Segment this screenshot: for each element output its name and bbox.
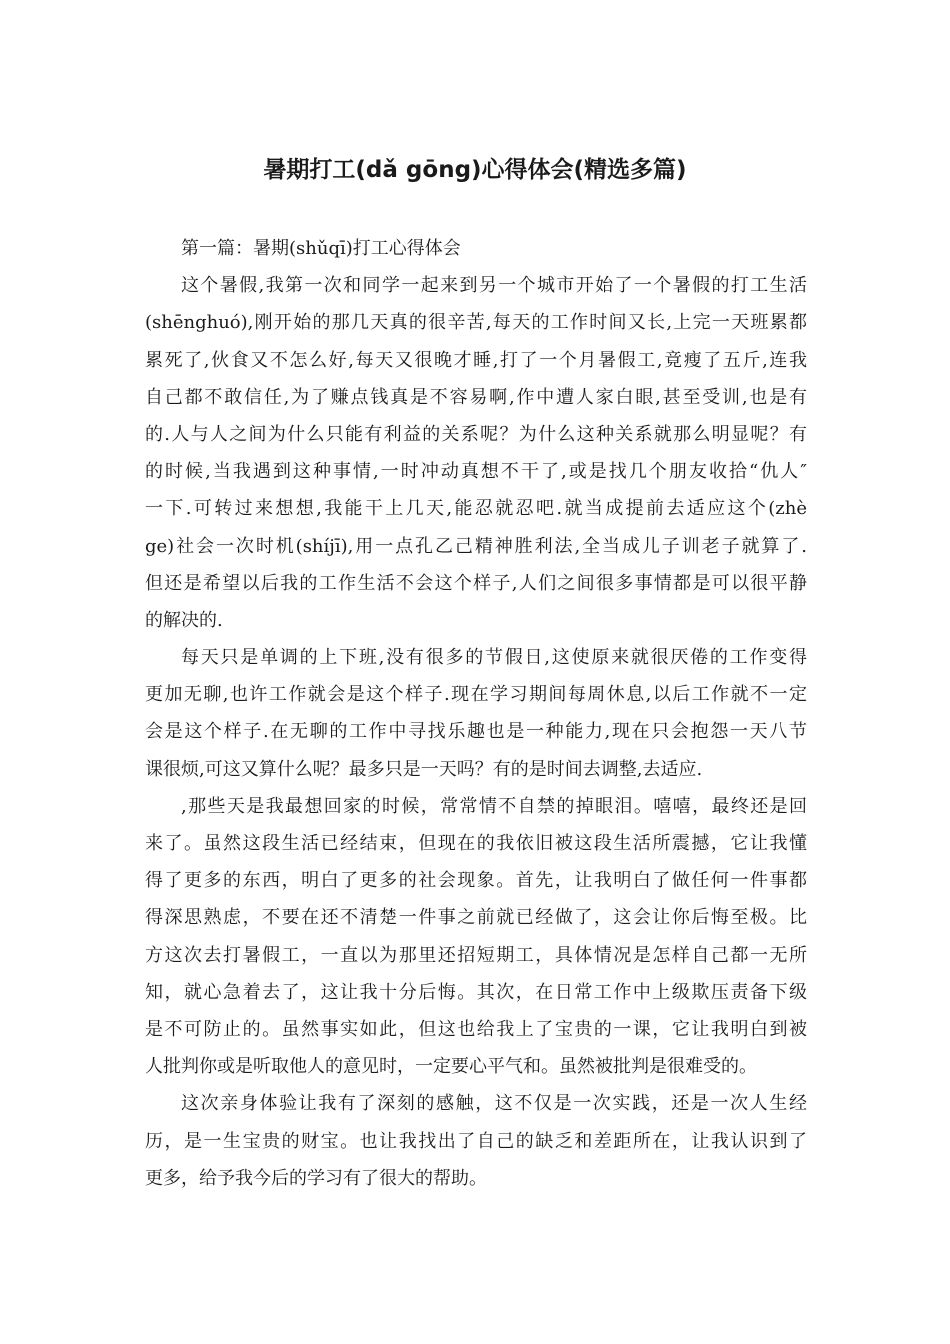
- text-line: 历，是一生宝贵的财宝。也让我找出了自己的缺乏和差距所在，让我认识到了: [145, 1130, 807, 1152]
- text-line: 来了。虽然这段生活已经结束，但现在的我依旧被这段生活所震撼，它让我懂: [145, 833, 807, 854]
- document-body: [145, 230, 807, 1197]
- text-line: ,那些天是我最想回家的时候，常常情不自禁的掉眼泪。嘻嘻，最终还是回: [181, 795, 807, 817]
- text-line: 知，就心急着去了，这让我十分后悔。其次，在日常工作中上级欺压责备下级: [145, 981, 807, 1003]
- text-line: 是不可防止的。虽然事实如此，但这也给我上了宝贵的一课，它让我明白到被: [145, 1018, 807, 1040]
- text-line: 自己都不敢信任,为了赚点钱真是不容易啊,作中遭人家白眼,甚至受训,也是有: [145, 386, 807, 408]
- text-line: 每天只是单调的上下班,没有很多的节假日,这使原来就很厌倦的工作变得: [181, 647, 807, 669]
- text-line: (shēnghuó),刚开始的那几天真的很辛苦,每天的工作时间又长,上完一天班累都: [145, 312, 807, 334]
- text-line: 得深思熟虑，不要在还不清楚一件事之前就已经做了，这会让你后悔至极。比: [145, 907, 807, 929]
- text-line: 这次亲身体验让我有了深刻的感触，这不仅是一次实践，还是一次人生经: [181, 1093, 807, 1115]
- text-line: 得了更多的东西，明白了更多的社会现象。首先，让我明白了做任何一件事都: [145, 870, 807, 892]
- text-line: 累死了,伙食又不怎么好,每天又很晚才睡,打了一个月暑假工,竟瘦了五斤,连我: [145, 349, 807, 371]
- text-line: 一下.可转过来想想,我能干上几天,能忍就忍吧.就当成提前去适应这个(zhè: [145, 498, 807, 520]
- document-title: 暑期打工(dǎ gōng)心得体会(精选多篇): [263, 157, 687, 183]
- text-line: 更加无聊,也许工作就会是这个样子.现在学习期间每周休息,以后工作就不一定: [145, 684, 807, 706]
- text-line: 方这次去打暑假工，一直以为那里还招短期工，具体情况是怎样自己都一无所: [145, 944, 807, 966]
- text-line: 人批判你或是听取他人的意见时，一定要心平气和。虽然被批判是很难受的。: [145, 1056, 757, 1078]
- text-line: 更多，给予我今后的学习有了很大的帮助。: [145, 1167, 487, 1189]
- text-line: 会是这个样子.在无聊的工作中寻找乐趣也是一种能力,现在只会抱怨一天八节: [145, 721, 807, 743]
- text-line: 课很烦,可这又算什么呢？最多只是一天吗？有的是时间去调整,去适应.: [145, 758, 703, 780]
- text-line: 第一篇：暑期(shǔqī)打工心得体会: [181, 238, 461, 259]
- text-line: 但还是希望以后我的工作生活不会这个样子,人们之间很多事情都是可以很平静: [145, 572, 807, 594]
- text-line: 的解决的.: [145, 609, 223, 631]
- text-line: ge)社会一次时机(shíjī),用一点孔乙己精神胜利法,全当成儿子训老子就算了.: [145, 535, 807, 557]
- text-line: 的.人与人之间为什么只能有利益的关系呢？为什么这种关系就那么明显呢？有: [145, 423, 807, 445]
- text-line: 的时候,当我遇到这种事情,一时冲动真想不干了,或是找几个朋友收拾“仇人″: [145, 461, 807, 483]
- text-line: 这个暑假,我第一次和同学一起来到另一个城市开始了一个暑假的打工生活: [181, 275, 807, 297]
